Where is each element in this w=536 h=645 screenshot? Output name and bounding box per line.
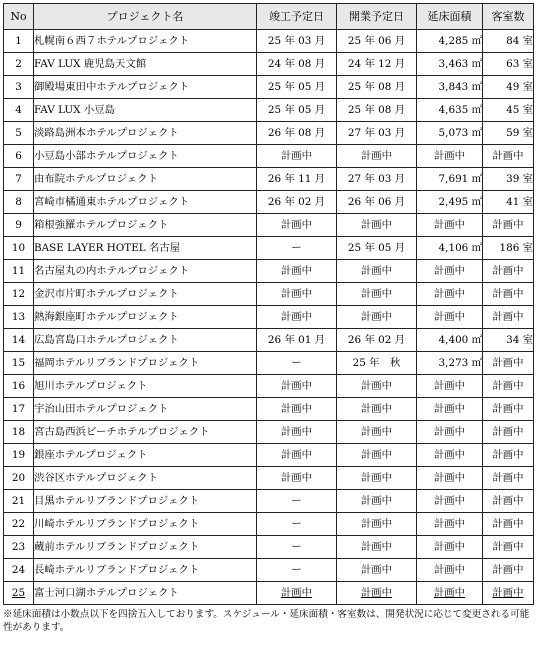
table-row — [4, 191, 534, 214]
cell-floor-area: 3,273 ㎡ — [417, 352, 483, 375]
cell-opening-date: 計画中 — [337, 513, 417, 536]
cell-room-count: 計画中 — [483, 421, 534, 444]
document-page — [3, 3, 533, 634]
cell-completion-date: 計画中 — [257, 306, 337, 329]
cell-floor-area: 3,463 ㎡ — [417, 53, 483, 76]
cell-no: 17 — [4, 398, 34, 421]
cell-room-count: 計画中 — [483, 467, 534, 490]
table-row — [4, 536, 534, 559]
cell-floor-area: 4,106 ㎡ — [417, 237, 483, 260]
table-row — [4, 283, 534, 306]
table-row — [4, 122, 534, 145]
table-row — [4, 99, 534, 122]
underlined-text: 25 — [11, 587, 26, 599]
underlined-text: 計画中 — [433, 587, 466, 599]
cell-project-name: 広島宮島口ホテルプロジェクト — [34, 329, 257, 352]
cell-floor-area: 計画中 — [417, 145, 483, 168]
cell-room-count: 計画中 — [483, 536, 534, 559]
cell-completion-date: 26 年 01 月 — [257, 329, 337, 352]
hotel-project-table — [3, 3, 534, 605]
cell-room-count: 45 室 — [483, 99, 534, 122]
cell-opening-date: 計画中 — [337, 421, 417, 444]
cell-room-count: 186 室 — [483, 237, 534, 260]
cell-floor-area: 4,400 ㎡ — [417, 329, 483, 352]
table-header-row — [4, 4, 534, 30]
cell-no: 10 — [4, 237, 34, 260]
cell-opening-date: 25 年 08 月 — [337, 76, 417, 99]
cell-floor-area: 計画中 — [417, 283, 483, 306]
cell-opening-date: 計画中 — [337, 375, 417, 398]
cell-completion-date: ー — [257, 237, 337, 260]
cell-room-count: 計画中 — [483, 260, 534, 283]
cell-room-count: 41 室 — [483, 191, 534, 214]
cell-opening-date: 24 年 12 月 — [337, 53, 417, 76]
cell-no: 21 — [4, 490, 34, 513]
cell-completion-date: 24 年 08 月 — [257, 53, 337, 76]
cell-completion-date: 計画中 — [257, 375, 337, 398]
cell-no: 1 — [4, 30, 34, 53]
cell-no: 12 — [4, 283, 34, 306]
table-row — [4, 513, 534, 536]
cell-no: 2 — [4, 53, 34, 76]
cell-completion-date: ー — [257, 513, 337, 536]
cell-completion-date: 25 年 05 月 — [257, 99, 337, 122]
cell-no: 3 — [4, 76, 34, 99]
cell-floor-area: 計画中 — [417, 467, 483, 490]
cell-opening-date: 26 年 06 月 — [337, 191, 417, 214]
cell-project-name: 蔵前ホテルリブランドプロジェクト — [34, 536, 257, 559]
cell-floor-area: 5,073 ㎡ — [417, 122, 483, 145]
cell-completion-date: ー — [257, 490, 337, 513]
cell-floor-area: 計画中 — [417, 513, 483, 536]
cell-completion-date: 計画中 — [257, 421, 337, 444]
cell-no: 6 — [4, 145, 34, 168]
cell-completion-date: 計画中 — [257, 283, 337, 306]
header-room-count: 客室数 — [483, 4, 534, 30]
cell-project-name: 由布院ホテルプロジェクト — [34, 168, 257, 191]
cell-opening-date: 計画中 — [337, 214, 417, 237]
cell-room-count: 63 室 — [483, 53, 534, 76]
cell-project-name: 宮崎市橘通東ホテルプロジェクト — [34, 191, 257, 214]
cell-project-name: FAV LUX 小豆島 — [34, 99, 257, 122]
cell-no: 9 — [4, 214, 34, 237]
cell-completion-date: 25 年 05 月 — [257, 76, 337, 99]
cell-no: 15 — [4, 352, 34, 375]
table-row — [4, 30, 534, 53]
cell-opening-date: 計画中 — [337, 145, 417, 168]
cell-completion-date: 25 年 03 月 — [257, 30, 337, 53]
table-row — [4, 53, 534, 76]
header-completion-date: 竣工予定日 — [257, 4, 337, 30]
cell-opening-date: 計画中 — [337, 490, 417, 513]
cell-completion-date: ー — [257, 536, 337, 559]
cell-floor-area: 3,843 ㎡ — [417, 76, 483, 99]
cell-floor-area: 4,285 ㎡ — [417, 30, 483, 53]
cell-project-name: FAV LUX 鹿児島天文館 — [34, 53, 257, 76]
cell-room-count: 計画中 — [483, 306, 534, 329]
cell-completion-date: ー — [257, 559, 337, 582]
header-no: No — [4, 4, 34, 30]
cell-room-count: 計画中 — [483, 398, 534, 421]
cell-opening-date: 計画中 — [337, 260, 417, 283]
cell-project-name: 富士河口湖ホテルプロジェクト — [34, 582, 257, 605]
cell-opening-date: 27 年 03 月 — [337, 122, 417, 145]
cell-opening-date — [337, 582, 417, 605]
header-project-name: プロジェクト名 — [34, 4, 257, 30]
cell-opening-date: 計画中 — [337, 398, 417, 421]
cell-floor-area: 計画中 — [417, 490, 483, 513]
cell-room-count: 計画中 — [483, 444, 534, 467]
table-row — [4, 375, 534, 398]
cell-opening-date: 25 年 08 月 — [337, 99, 417, 122]
table-row — [4, 421, 534, 444]
table-row — [4, 398, 534, 421]
cell-opening-date: 計画中 — [337, 559, 417, 582]
cell-floor-area: 2,495 ㎡ — [417, 191, 483, 214]
cell-room-count: 計画中 — [483, 375, 534, 398]
cell-no: 20 — [4, 467, 34, 490]
footnote: ※延床面積は小数点以下を四捨五入しております。スケジュール・延床面積・客室数は、開発状況に応じて変更される可能性があります。 — [3, 609, 530, 633]
cell-room-count: 39 室 — [483, 168, 534, 191]
cell-room-count: 計画中 — [483, 352, 534, 375]
cell-project-name: 札幌南６西７ホテルプロジェクト — [34, 30, 257, 53]
table-row — [4, 214, 534, 237]
cell-floor-area: 計画中 — [417, 398, 483, 421]
cell-floor-area: 計画中 — [417, 214, 483, 237]
cell-no: 14 — [4, 329, 34, 352]
cell-room-count: 計画中 — [483, 513, 534, 536]
cell-completion-date: 26 年 02 月 — [257, 191, 337, 214]
cell-completion-date: 計画中 — [257, 467, 337, 490]
cell-floor-area: 計画中 — [417, 306, 483, 329]
cell-project-name: 川崎ホテルリブランドプロジェクト — [34, 513, 257, 536]
table-row — [4, 559, 534, 582]
table-body — [4, 30, 534, 605]
cell-opening-date: 計画中 — [337, 467, 417, 490]
cell-floor-area: 計画中 — [417, 559, 483, 582]
cell-completion-date: 計画中 — [257, 398, 337, 421]
cell-room-count: 計画中 — [483, 559, 534, 582]
cell-opening-date: 25 年 06 月 — [337, 30, 417, 53]
cell-floor-area — [417, 582, 483, 605]
cell-no — [4, 582, 34, 605]
cell-project-name: 銀座ホテルプロジェクト — [34, 444, 257, 467]
cell-opening-date: 計画中 — [337, 536, 417, 559]
cell-project-name: 宮古島西浜ビーチホテルプロジェクト — [34, 421, 257, 444]
cell-room-count: 計画中 — [483, 214, 534, 237]
cell-completion-date: 計画中 — [257, 444, 337, 467]
cell-completion-date: 26 年 11 月 — [257, 168, 337, 191]
cell-room-count: 計画中 — [483, 145, 534, 168]
cell-room-count: 計画中 — [483, 490, 534, 513]
cell-floor-area: 7,691 ㎡ — [417, 168, 483, 191]
cell-floor-area: 計画中 — [417, 260, 483, 283]
table-row — [4, 490, 534, 513]
table-row — [4, 329, 534, 352]
cell-opening-date: 計画中 — [337, 306, 417, 329]
cell-project-name: 福岡ホテルリブランドプロジェクト — [34, 352, 257, 375]
table-row — [4, 145, 534, 168]
cell-room-count: 34 室 — [483, 329, 534, 352]
header-floor-area: 延床面積 — [417, 4, 483, 30]
cell-opening-date: 25 年 05 月 — [337, 237, 417, 260]
cell-no: 7 — [4, 168, 34, 191]
cell-project-name: 淡路島洲本ホテルプロジェクト — [34, 122, 257, 145]
cell-completion-date — [257, 582, 337, 605]
cell-project-name: 目黒ホテルリブランドプロジェクト — [34, 490, 257, 513]
cell-floor-area: 計画中 — [417, 375, 483, 398]
underlined-text: 計画中 — [492, 587, 524, 599]
cell-no: 8 — [4, 191, 34, 214]
cell-opening-date: 計画中 — [337, 444, 417, 467]
underlined-text: 計画中 — [280, 587, 313, 599]
cell-project-name: 熱海銀座町ホテルプロジェクト — [34, 306, 257, 329]
cell-no: 11 — [4, 260, 34, 283]
underlined-text: 計画中 — [360, 587, 393, 599]
table-row — [4, 467, 534, 490]
cell-opening-date: 計画中 — [337, 283, 417, 306]
cell-project-name: 小豆島小部ホテルプロジェクト — [34, 145, 257, 168]
cell-completion-date: 計画中 — [257, 145, 337, 168]
table-row — [4, 260, 534, 283]
cell-completion-date: ー — [257, 352, 337, 375]
table-row — [4, 352, 534, 375]
cell-opening-date: 26 年 02 月 — [337, 329, 417, 352]
cell-no: 22 — [4, 513, 34, 536]
cell-no: 4 — [4, 99, 34, 122]
cell-no: 23 — [4, 536, 34, 559]
cell-completion-date: 26 年 08 月 — [257, 122, 337, 145]
cell-no: 18 — [4, 421, 34, 444]
cell-completion-date: 計画中 — [257, 214, 337, 237]
cell-project-name: BASE LAYER HOTEL 名古屋 — [34, 237, 257, 260]
cell-opening-date: 27 年 03 月 — [337, 168, 417, 191]
cell-project-name: 御殿場東田中ホテルプロジェクト — [34, 76, 257, 99]
cell-no: 24 — [4, 559, 34, 582]
cell-room-count: 84 室 — [483, 30, 534, 53]
table-row — [4, 582, 534, 605]
cell-room-count: 計画中 — [483, 283, 534, 306]
cell-completion-date: 計画中 — [257, 260, 337, 283]
table-row — [4, 237, 534, 260]
cell-project-name: 宇治山田ホテルプロジェクト — [34, 398, 257, 421]
cell-floor-area: 4,635 ㎡ — [417, 99, 483, 122]
cell-no: 13 — [4, 306, 34, 329]
table-row — [4, 168, 534, 191]
cell-no: 19 — [4, 444, 34, 467]
cell-floor-area: 計画中 — [417, 536, 483, 559]
table-row — [4, 306, 534, 329]
cell-no: 16 — [4, 375, 34, 398]
cell-project-name: 箱根強羅ホテルプロジェクト — [34, 214, 257, 237]
cell-room-count — [483, 582, 534, 605]
table-row — [4, 76, 534, 99]
table-row — [4, 444, 534, 467]
cell-room-count: 59 室 — [483, 122, 534, 145]
cell-no: 5 — [4, 122, 34, 145]
cell-floor-area: 計画中 — [417, 421, 483, 444]
cell-project-name: 金沢市片町ホテルプロジェクト — [34, 283, 257, 306]
cell-project-name: 名古屋丸の内ホテルプロジェクト — [34, 260, 257, 283]
cell-project-name: 旭川ホテルプロジェクト — [34, 375, 257, 398]
cell-floor-area: 計画中 — [417, 444, 483, 467]
cell-project-name: 長崎ホテルリブランドプロジェクト — [34, 559, 257, 582]
cell-opening-date: 25 年 秋 — [337, 352, 417, 375]
header-opening-date: 開業予定日 — [337, 4, 417, 30]
cell-room-count: 49 室 — [483, 76, 534, 99]
cell-project-name: 渋谷区ホテルプロジェクト — [34, 467, 257, 490]
